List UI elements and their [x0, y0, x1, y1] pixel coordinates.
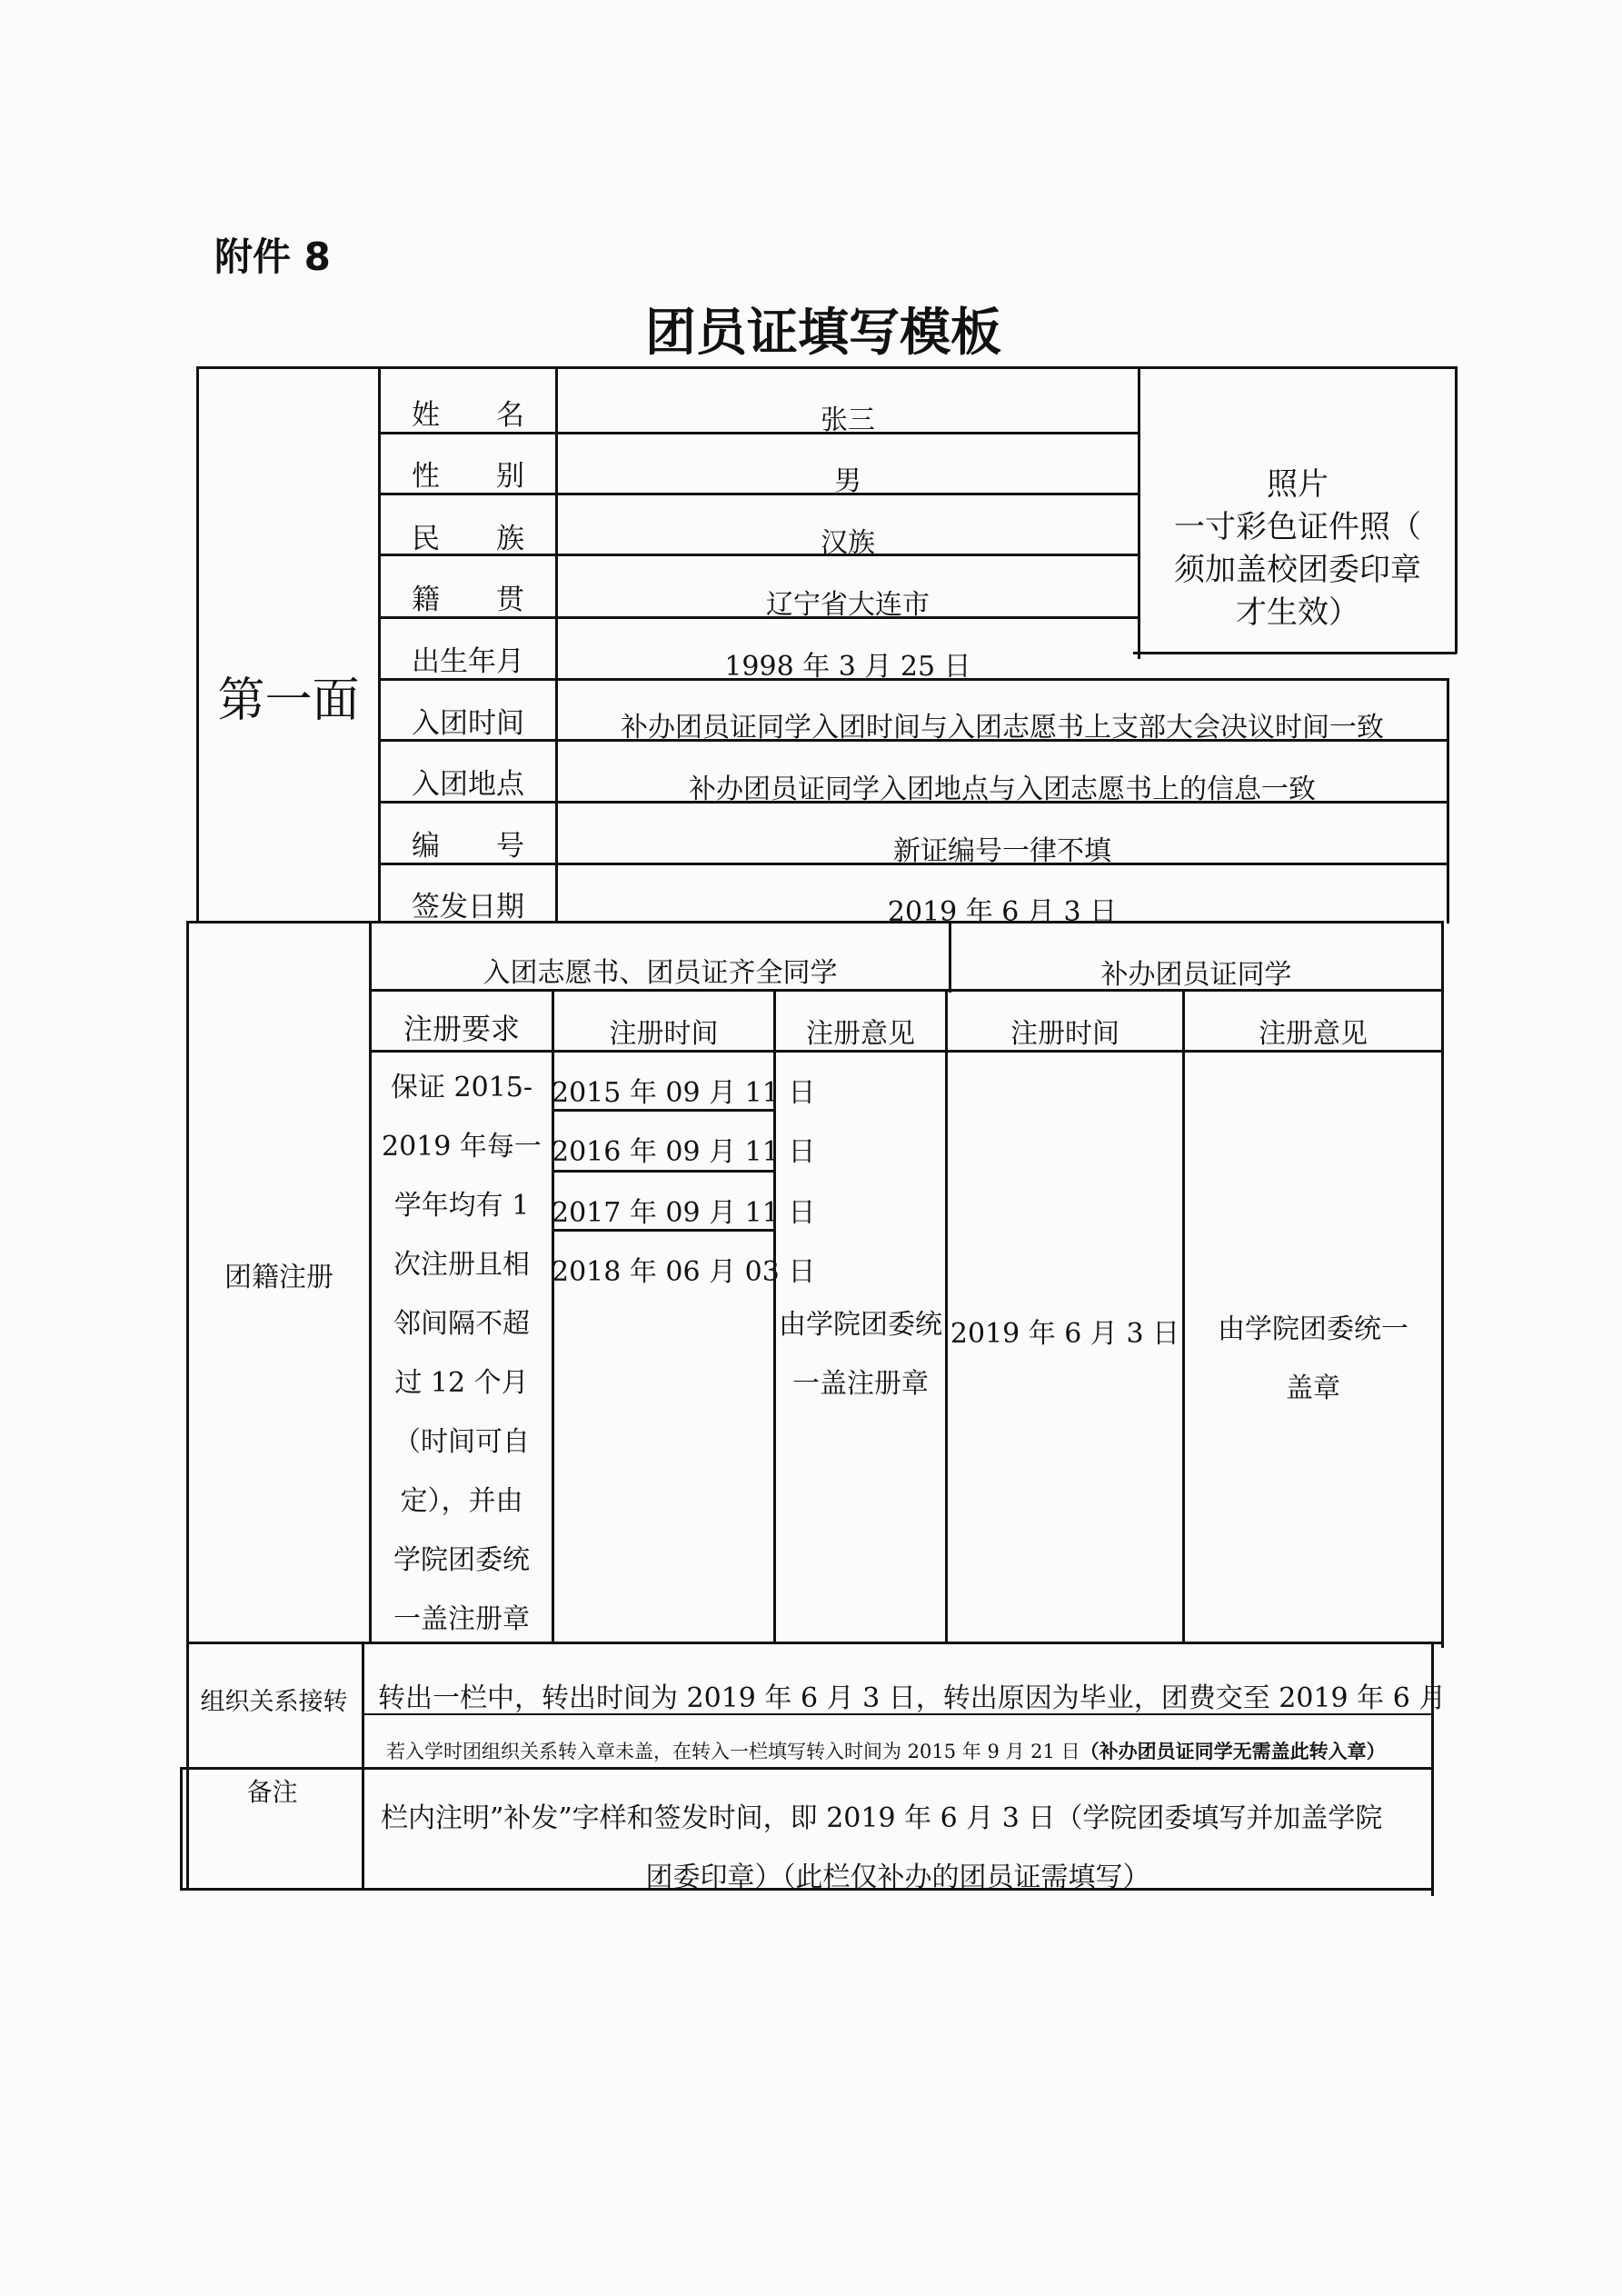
requirement-line: 次注册且相 [393, 1249, 530, 1281]
registration-side-label: 团籍注册 [224, 1262, 333, 1293]
requirement-line: 学年均有 1 [393, 1190, 530, 1222]
opinion-b-text [1185, 1300, 1441, 1418]
registration-date: 2015 年 09 月 11 日 [552, 1077, 816, 1109]
group-b-header: 补办团员证同学 [1100, 959, 1292, 991]
field-value-number: 新证编号一律不填 [893, 835, 1111, 867]
field-value-ethnicity: 汉族 [821, 527, 875, 559]
opinion-b-line: 盖章 [1286, 1373, 1340, 1404]
requirement-line: 定），并由 [400, 1485, 523, 1517]
opinion-b-line: 由学院团委统一 [1218, 1313, 1408, 1345]
opinion-a-line: 一盖注册章 [792, 1368, 929, 1400]
page-title: 团员证填写模板 [645, 303, 1001, 363]
opinion-a-line: 由学院团委统 [779, 1309, 942, 1341]
field-label-birth: 出生年月 [412, 645, 524, 678]
col-header-time-b: 注册时间 [1010, 1018, 1119, 1050]
col-header-time-a: 注册时间 [609, 1018, 719, 1050]
col-header-opinion-b: 注册意见 [1259, 1018, 1368, 1050]
photo-line-3: 须加盖校团委印章 [1174, 552, 1421, 588]
attachment-label: 附件 8 [214, 235, 331, 279]
transfer-label: 组织关系接转 [200, 1688, 348, 1716]
field-label-join-place: 入团地点 [412, 768, 524, 801]
requirement-line: 过 12 个月 [394, 1367, 529, 1399]
transfer-line-2-text: 若入学时团组织关系转入章未盖，在转入一栏填写转入时间为 2015 年 9 月 21 日 [386, 1741, 1080, 1762]
side-label-first-page: 第一面 [217, 674, 360, 728]
photo-line-4: 才生效） [1236, 594, 1359, 631]
photo-placeholder [1140, 464, 1455, 634]
requirement-line: 2019 年每一 [382, 1131, 542, 1163]
field-value-join-place: 补办团员证同学入团地点与入团志愿书上的信息一致 [689, 774, 1316, 805]
requirement-line: 一盖注册章 [393, 1603, 530, 1635]
requirement-line: 保证 2015- [390, 1072, 533, 1103]
field-value-issue-date: 2019 年 6 月 3 日 [887, 896, 1118, 928]
opinion-a-text [776, 1295, 945, 1413]
field-value-name: 张三 [821, 404, 875, 436]
remark-line-2: 团委印章）（此栏仅补办的团员证需填写） [645, 1862, 1150, 1893]
col-header-requirement: 注册要求 [403, 1012, 520, 1046]
requirement-line: 学院团委统 [393, 1544, 530, 1576]
field-value-birth: 1998 年 3 月 25 日 [724, 651, 971, 683]
field-value-join-date: 补办团员证同学入团时间与入团志愿书上支部大会决议时间一致 [621, 712, 1384, 744]
requirement-text [372, 1058, 552, 1649]
photo-line-2: 一寸彩色证件照（ [1174, 509, 1421, 545]
field-label-gender: 性 别 [412, 460, 524, 493]
col-header-opinion-a: 注册意见 [806, 1018, 915, 1050]
field-label-number: 编 号 [412, 830, 524, 863]
requirement-line: 邻间隔不超 [393, 1308, 530, 1340]
field-value-native-place: 辽宁省大连市 [766, 589, 930, 621]
field-label-name: 姓 名 [412, 399, 524, 432]
registration-time-b: 2019 年 6 月 3 日 [950, 1318, 1180, 1350]
group-a-header: 入团志愿书、团员证齐全同学 [483, 957, 838, 989]
registration-date: 2017 年 09 月 11 日 [552, 1197, 816, 1229]
photo-line-1: 照片 [1267, 466, 1328, 503]
field-value-gender: 男 [834, 465, 861, 497]
transfer-line-2 [386, 1737, 1386, 1764]
requirement-line: （时间可自 [393, 1426, 530, 1458]
field-label-issue-date: 签发日期 [412, 891, 524, 923]
field-label-ethnicity: 民 族 [412, 523, 524, 555]
field-label-join-date: 入团时间 [412, 707, 524, 740]
field-label-native-place: 籍 贯 [412, 584, 524, 616]
remark-label: 备注 [246, 1777, 298, 1807]
remark-line-1: 栏内注明”补发”字样和签发时间，即 2019 年 6 月 3 日（学院团委填写并加盖学院 [381, 1802, 1383, 1834]
registration-date: 2018 年 06 月 03 日 [552, 1256, 816, 1288]
transfer-line-2-bold: （补办团员证同学无需盖此转入章） [1080, 1740, 1386, 1762]
registration-date: 2016 年 09 月 11 日 [552, 1136, 816, 1168]
transfer-line-1: 转出一栏中，转出时间为 2019 年 6 月 3 日，转出原因为毕业，团费交至 2019 年 6 月 [378, 1682, 1447, 1714]
